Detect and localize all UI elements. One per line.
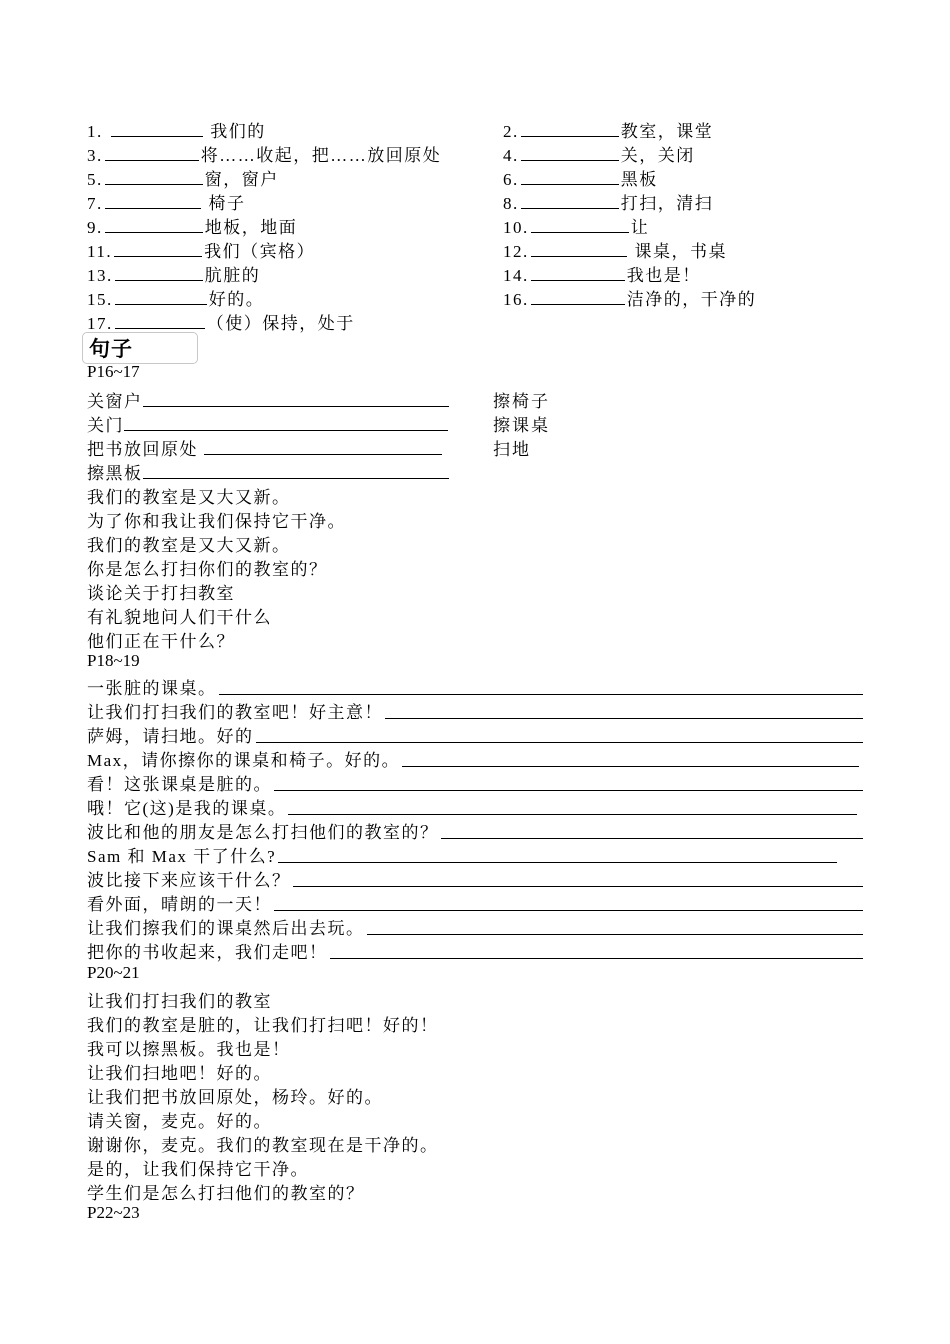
sentence-text: 一张脏的课桌。 bbox=[87, 679, 217, 698]
sentence-line: 为了你和我让我们保持它干净。 bbox=[87, 512, 346, 531]
sentence-fill-line bbox=[87, 795, 857, 819]
vocab-meaning: 椅子 bbox=[208, 194, 246, 213]
vocab-number: 1. bbox=[87, 122, 103, 141]
section-label-p18: P18~19 bbox=[87, 651, 140, 670]
answer-line[interactable] bbox=[402, 766, 859, 767]
sentence-fill-line bbox=[87, 771, 863, 795]
vocab-blank[interactable] bbox=[521, 169, 619, 185]
sentence-fill-line bbox=[87, 843, 837, 867]
sentence-text: 让我们打扫我们的教室吧！好主意！ bbox=[87, 703, 383, 722]
answer-line[interactable] bbox=[441, 838, 864, 839]
vocab-meaning: 将……收起，把……放回原处 bbox=[200, 146, 442, 165]
sentence-line: 学生们是怎么打扫他们的教室的？ bbox=[87, 1184, 365, 1203]
vocab-row bbox=[87, 261, 867, 285]
vocab-blank[interactable] bbox=[531, 241, 627, 257]
phrase-line bbox=[87, 411, 448, 435]
phrase-text: 关门 bbox=[87, 416, 124, 435]
sentence-fill-line bbox=[87, 867, 863, 891]
sentence-line: 谢谢你，麦克。我们的教室现在是干净的。 bbox=[87, 1136, 439, 1155]
vocab-blank[interactable] bbox=[105, 169, 203, 185]
vocab-blank[interactable] bbox=[531, 217, 629, 233]
vocab-row bbox=[87, 237, 867, 261]
sentence-fill-line bbox=[87, 915, 863, 939]
phrase-text: 擦黑板 bbox=[87, 464, 143, 483]
vocab-blank[interactable] bbox=[531, 265, 625, 281]
sentence-line: 谈论关于打扫教室 bbox=[87, 584, 235, 603]
answer-line[interactable] bbox=[124, 416, 448, 431]
vocab-item bbox=[503, 285, 756, 310]
phrase-text: 关窗户 bbox=[87, 392, 143, 411]
sentence-fill-line bbox=[87, 819, 863, 843]
vocab-item bbox=[87, 261, 260, 286]
vocab-meaning: 我们（宾格） bbox=[204, 242, 316, 261]
sentence-line: 我们的教室是又大又新。 bbox=[87, 536, 291, 555]
vocab-blank[interactable] bbox=[521, 121, 619, 137]
vocab-row bbox=[87, 117, 867, 141]
vocab-meaning: 地板，地面 bbox=[204, 218, 298, 237]
vocab-number: 4. bbox=[503, 146, 519, 165]
answer-line[interactable] bbox=[293, 886, 864, 887]
phrase-right: 擦课桌 bbox=[493, 416, 550, 435]
sentence-line: 他们正在干什么？ bbox=[87, 632, 235, 651]
vocab-meaning: 洁净的，干净的 bbox=[626, 290, 757, 309]
vocab-row bbox=[87, 165, 867, 189]
sentence-fill-line bbox=[87, 747, 859, 771]
section-heading-box bbox=[82, 332, 198, 364]
vocab-meaning: 打扫，清扫 bbox=[620, 194, 714, 213]
sentence-text: 把你的书收起来，我们走吧！ bbox=[87, 943, 328, 962]
answer-line[interactable] bbox=[219, 694, 864, 695]
vocab-item bbox=[87, 237, 315, 262]
sentence-line: 我们的教室是脏的，让我们打扫吧！好的！ bbox=[87, 1016, 439, 1035]
section-label-p16: P16~17 bbox=[87, 362, 140, 381]
vocab-meaning: 教室，课堂 bbox=[620, 122, 714, 141]
answer-line[interactable] bbox=[256, 742, 864, 743]
section-label-p22: P22~23 bbox=[87, 1203, 140, 1222]
sentence-line: 是的，让我们保持它干净。 bbox=[87, 1160, 309, 1179]
vocab-number: 14. bbox=[503, 266, 529, 285]
sentence-fill-line bbox=[87, 699, 863, 723]
sentence-line: 让我们扫地吧！好的。 bbox=[87, 1064, 272, 1083]
phrase-text: 把书放回原处 bbox=[87, 440, 198, 459]
sentence-line: 你是怎么打扫你们的教室的？ bbox=[87, 560, 328, 579]
phrase-line bbox=[87, 387, 449, 411]
sentence-line: 我们的教室是又大又新。 bbox=[87, 488, 291, 507]
sentence-text: Sam 和 Max 干了什么? bbox=[87, 847, 277, 866]
vocab-blank[interactable] bbox=[531, 289, 625, 305]
sentence-text: 波比接下来应该干什么？ bbox=[87, 871, 291, 890]
sentence-fill-line bbox=[87, 723, 863, 747]
vocab-number: 16. bbox=[503, 290, 529, 309]
vocab-meaning: 课桌，书桌 bbox=[634, 242, 727, 261]
vocab-number: 11. bbox=[87, 242, 113, 261]
sentence-fill-line bbox=[87, 939, 863, 963]
vocab-number: 2. bbox=[503, 122, 519, 141]
vocab-row bbox=[87, 189, 867, 213]
vocab-number: 9. bbox=[87, 218, 103, 237]
vocab-blank[interactable] bbox=[115, 313, 205, 329]
vocab-item bbox=[87, 165, 279, 190]
vocab-row bbox=[87, 213, 867, 237]
vocab-number: 7. bbox=[87, 194, 103, 213]
vocab-meaning: 肮脏的 bbox=[204, 266, 261, 285]
answer-line[interactable] bbox=[143, 392, 449, 407]
vocab-meaning: 窗，窗户 bbox=[204, 170, 279, 189]
sentence-text: 看外面，晴朗的一天！ bbox=[87, 895, 272, 914]
answer-line[interactable] bbox=[204, 440, 442, 455]
vocab-number: 15. bbox=[87, 290, 113, 309]
vocab-row bbox=[87, 309, 867, 333]
vocab-blank[interactable] bbox=[105, 193, 201, 209]
vocab-item bbox=[87, 213, 297, 238]
vocab-number: 10. bbox=[503, 218, 529, 237]
vocab-item bbox=[503, 141, 695, 166]
vocab-blank[interactable] bbox=[521, 193, 619, 209]
vocab-row bbox=[87, 285, 867, 309]
sentence-text: 看！这张课桌是脏的。 bbox=[87, 775, 272, 794]
sentence-text: 波比和他的朋友是怎么打扫他们的教室的？ bbox=[87, 823, 439, 842]
vocab-item bbox=[503, 117, 713, 142]
answer-line[interactable] bbox=[274, 910, 863, 911]
sentence-line: 让我们把书放回原处，杨玲。好的。 bbox=[87, 1088, 383, 1107]
vocab-blank[interactable] bbox=[105, 145, 199, 161]
vocab-number: 13. bbox=[87, 266, 113, 285]
vocab-meaning: 让 bbox=[630, 218, 650, 237]
phrase-right: 擦椅子 bbox=[493, 392, 550, 411]
vocab-number: 8. bbox=[503, 194, 519, 213]
sentence-fill-line bbox=[87, 891, 863, 915]
vocab-blank[interactable] bbox=[115, 265, 203, 281]
vocab-item bbox=[87, 309, 355, 334]
vocab-number: 12. bbox=[503, 242, 529, 261]
answer-line[interactable] bbox=[143, 464, 449, 479]
vocab-item bbox=[87, 285, 264, 310]
vocab-meaning: 我们的 bbox=[210, 122, 266, 141]
phrase-line bbox=[87, 435, 442, 459]
vocab-blank[interactable] bbox=[105, 217, 203, 233]
vocab-row bbox=[87, 141, 867, 165]
section-heading: 句子 bbox=[89, 337, 133, 361]
sentence-line: 请关窗，麦克。好的。 bbox=[87, 1112, 272, 1131]
section-label-p20: P20~21 bbox=[87, 963, 140, 982]
vocab-item bbox=[87, 141, 441, 166]
vocab-meaning: 好的。 bbox=[208, 290, 265, 309]
vocab-meaning: 我也是！ bbox=[626, 266, 701, 285]
phrase-line bbox=[87, 459, 449, 483]
vocab-item bbox=[87, 189, 246, 214]
vocab-item bbox=[503, 189, 713, 214]
vocab-item bbox=[503, 237, 727, 262]
sentence-fill-line bbox=[87, 675, 863, 699]
vocab-blank[interactable] bbox=[111, 121, 203, 137]
vocab-blank[interactable] bbox=[521, 145, 619, 161]
answer-line[interactable] bbox=[330, 958, 864, 959]
sentence-text: 萨姆，请扫地。好的 bbox=[87, 727, 254, 746]
sentence-text: 哦！它(这)是我的课桌。 bbox=[87, 799, 287, 818]
vocab-item bbox=[87, 117, 266, 142]
vocab-item bbox=[503, 165, 658, 190]
vocab-number: 17. bbox=[87, 314, 113, 333]
vocab-item bbox=[503, 213, 649, 238]
phrase-right: 扫地 bbox=[493, 440, 531, 459]
vocab-number: 5. bbox=[87, 170, 103, 189]
sentence-text: 让我们擦我们的课桌然后出去玩。 bbox=[87, 919, 365, 938]
vocab-number: 3. bbox=[87, 146, 103, 165]
sentence-line: 让我们打扫我们的教室 bbox=[87, 992, 272, 1011]
sentence-line: 有礼貌地问人们干什么 bbox=[87, 608, 272, 627]
vocab-blank[interactable] bbox=[114, 241, 202, 257]
vocab-number: 6. bbox=[503, 170, 519, 189]
answer-line[interactable] bbox=[288, 814, 857, 815]
answer-line[interactable] bbox=[274, 790, 863, 791]
vocab-meaning: （使）保持，处于 bbox=[206, 314, 355, 333]
sentence-text: Max，请你擦你的课桌和椅子。好的。 bbox=[87, 751, 401, 770]
vocab-item bbox=[503, 261, 701, 286]
sentence-line: 我可以擦黑板。我也是！ bbox=[87, 1040, 291, 1059]
answer-line[interactable] bbox=[367, 934, 864, 935]
vocab-meaning: 黑板 bbox=[620, 170, 658, 189]
vocab-meaning: 关，关闭 bbox=[620, 146, 695, 165]
vocab-blank[interactable] bbox=[115, 289, 207, 305]
answer-line[interactable] bbox=[385, 718, 863, 719]
answer-line[interactable] bbox=[278, 862, 837, 863]
